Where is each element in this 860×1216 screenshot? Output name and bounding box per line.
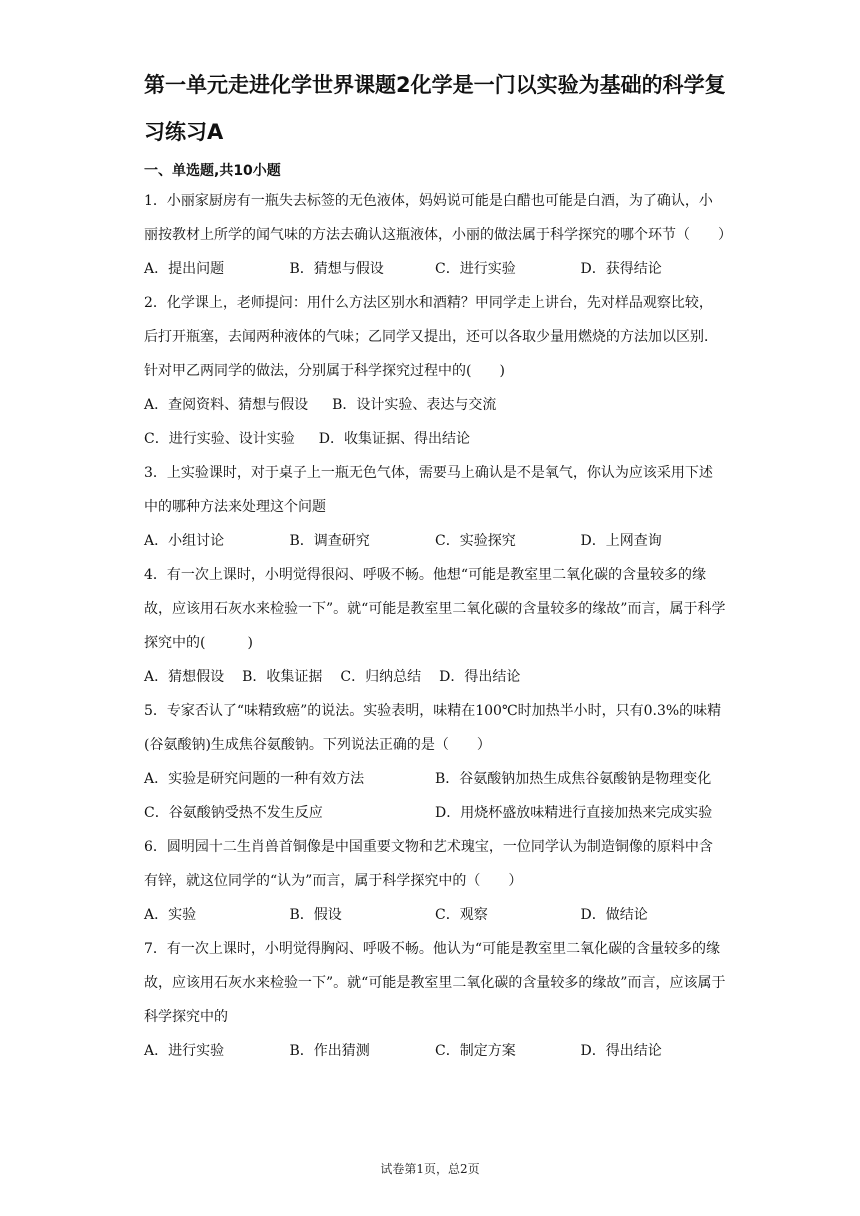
option-a: A．提出问题 — [144, 261, 225, 277]
option-c: C．实验探究 — [435, 533, 516, 549]
question-3 — [144, 456, 726, 558]
question-stem: 1．小丽家厨房有一瓶失去标签的无色液体，妈妈说可能是白醋也可能是白酒，为了确认，小丽按教材上所学的闻气味的方法去确认这瓶液体，小丽的做法属于科学探究的哪个环节（ ） — [144, 193, 732, 243]
option-list — [144, 524, 726, 558]
option-b: B．假设 — [289, 907, 342, 923]
question-6 — [144, 830, 726, 932]
option-b: B．猜想与假设 — [289, 261, 384, 277]
option-list — [144, 660, 726, 694]
question-stem: 7．有一次上课时，小明觉得胸闷、呼吸不畅。他认为“可能是教室里二氧化碳的含量较多的缘故，应该用石灰水来检验一下”。就“可能是教室里二氧化碳的含量较多的缘故”而言，应该属于科学探究中的 — [144, 941, 726, 1025]
option-d: D．获得结论 — [580, 261, 662, 277]
question-7 — [144, 932, 726, 1068]
question-2 — [144, 286, 726, 456]
question-stem: 6．圆明园十二生肖兽首铜像是中国重要文物和艺术瑰宝，一位同学认为制造铜像的原料中含有锌，就这位同学的“认为”而言，属于科学探究中的（ ） — [144, 839, 713, 889]
page-footer: 试卷第1页，总2页 — [380, 1162, 480, 1176]
option-a: A．进行实验 — [144, 1043, 225, 1059]
option-d: D．上网查询 — [580, 533, 662, 549]
document-body — [144, 62, 732, 1068]
option-a: A．小组讨论 — [144, 533, 225, 549]
option-b: B．设计实验、表达与交流 — [332, 397, 497, 413]
option-c: C．观察 — [435, 907, 488, 923]
document-title: 第一单元走进化学世界课题2化学是一门以实验为基础的科学复习练习A — [144, 73, 726, 144]
option-c: C．谷氨酸钠受热不发生反应 — [144, 805, 323, 821]
option-list — [144, 422, 726, 456]
option-list — [144, 252, 726, 286]
question-stem: 5．专家否认了“味精致癌”的说法。实验表明，味精在100℃时加热半小时，只有0.3%的味精(谷氨酸钠)生成焦谷氨酸钠。下列说法正确的是（ ） — [144, 703, 722, 753]
option-c: C．归纳总结 — [340, 669, 422, 685]
option-list — [144, 898, 726, 932]
option-c: C．进行实验 — [435, 261, 516, 277]
option-d: D．得出结论 — [580, 1043, 662, 1059]
option-b: B．收集证据 — [242, 669, 323, 685]
option-list — [144, 1034, 726, 1068]
section-heading: 一、单选题,共10小题 — [144, 163, 281, 179]
option-d: D．做结论 — [580, 907, 648, 923]
question-stem: 4．有一次上课时，小明觉得很闷、呼吸不畅。他想“可能是教室里二氧化碳的含量较多的缘故，应该用石灰水来检验一下”。就“可能是教室里二氧化碳的含量较多的缘故”而言，属于科学探究中的( ) — [144, 567, 726, 651]
option-a: A．实验 — [144, 907, 197, 923]
option-d: D．用烧杯盛放味精进行直接加热来完成实验 — [435, 805, 713, 821]
option-list — [144, 762, 726, 830]
option-a: A．猜想假设 — [144, 669, 225, 685]
question-4 — [144, 558, 726, 694]
option-b: B．调查研究 — [289, 533, 370, 549]
question-stem: 3．上实验课时，对于桌子上一瓶无色气体，需要马上确认是不是氧气，你认为应该采用下述中的哪种方法来处理这个问题 — [144, 465, 713, 515]
option-a: A．实验是研究问题的一种有效方法 — [144, 771, 365, 787]
option-b: B．作出猜测 — [289, 1043, 370, 1059]
question-1 — [144, 184, 732, 286]
option-d: D．得出结论 — [439, 669, 521, 685]
question-stem: 2．化学课上，老师提问：用什么方法区别水和酒精？甲同学走上讲台，先对样品观察比较，后打开瓶塞，去闻两种液体的气味；乙同学又提出，还可以各取少量用燃烧的方法加以区别．针对甲乙两同学的做法，分别属于科学探究过程中的( ) — [144, 295, 718, 379]
option-list — [144, 388, 726, 422]
option-d: D．收集证据、得出结论 — [318, 431, 470, 447]
option-c: C．制定方案 — [435, 1043, 516, 1059]
question-5 — [144, 694, 726, 830]
option-a: A．查阅资料、猜想与假设 — [144, 397, 309, 413]
option-c: C．进行实验、设计实验 — [144, 431, 295, 447]
option-b: B．谷氨酸钠加热生成焦谷氨酸钠是物理变化 — [435, 771, 712, 787]
